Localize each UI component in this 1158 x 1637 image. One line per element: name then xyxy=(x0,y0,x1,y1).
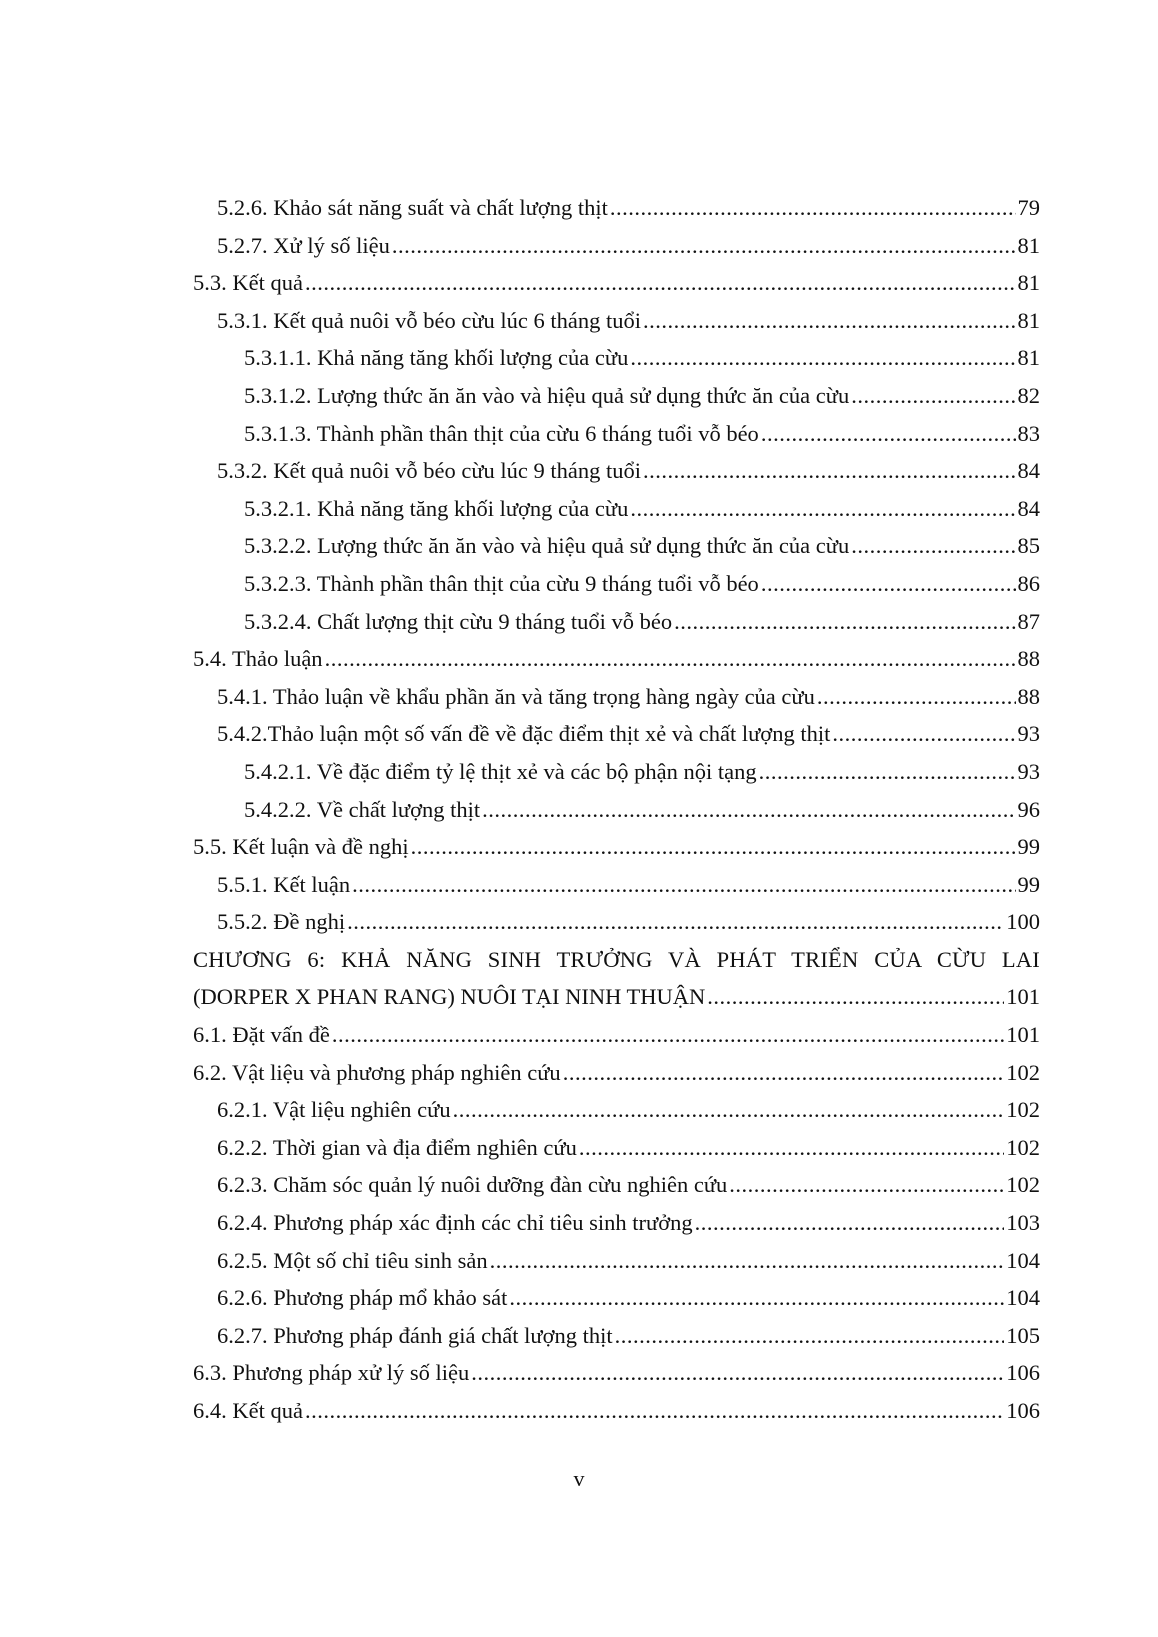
toc-entry-title: 5.3.2.2. Lượng thức ăn ăn vào và hiệu quả sử dụng thức ăn của cừu xyxy=(244,533,850,559)
toc-entry-title: 6.2. Vật liệu và phương pháp nghiên cứu xyxy=(193,1059,561,1085)
toc-entry[interactable] xyxy=(193,415,1040,453)
toc-entry[interactable] xyxy=(193,715,1040,753)
toc-entry-page: 102 xyxy=(1006,1097,1040,1123)
toc-entry-title: 6.2.6. Phương pháp mổ khảo sát xyxy=(217,1285,508,1311)
toc-entry-page: 104 xyxy=(1006,1247,1040,1273)
toc-leader-dots xyxy=(695,1204,1005,1242)
toc-entry[interactable] xyxy=(193,1129,1040,1167)
toc-entry[interactable] xyxy=(193,490,1040,528)
toc-entry-page: 104 xyxy=(1006,1285,1040,1311)
toc-leader-dots xyxy=(305,1392,1004,1430)
toc-entry-title: 5.5.1. Kết luận xyxy=(217,871,351,897)
toc-entry-title: 6.2.5. Một số chỉ tiêu sinh sản xyxy=(217,1247,488,1273)
toc-entry-page: 93 xyxy=(1017,721,1040,747)
toc-entry-page: 96 xyxy=(1017,796,1040,822)
toc-entry[interactable] xyxy=(193,603,1040,641)
chapter-6-heading-line2[interactable] xyxy=(193,978,1040,1016)
toc-entry-title: 5.3.2.4. Chất lượng thịt cừu 9 tháng tuổi vỗ béo xyxy=(244,608,673,634)
toc-leader-dots xyxy=(509,1279,1004,1317)
toc-entry-page: 105 xyxy=(1006,1322,1040,1348)
toc-entry[interactable] xyxy=(193,1242,1040,1280)
toc-entry[interactable] xyxy=(193,828,1040,866)
toc-entry[interactable] xyxy=(193,1054,1040,1092)
toc-entry-title: 6.1. Đặt vấn đề xyxy=(193,1022,330,1048)
toc-leader-dots xyxy=(352,866,1015,904)
toc-leader-dots xyxy=(707,978,1004,1016)
toc-leader-dots xyxy=(759,753,1016,791)
toc-leader-dots xyxy=(643,452,1016,490)
toc-entry-page: 102 xyxy=(1006,1172,1040,1198)
toc-leader-dots xyxy=(630,339,1015,377)
toc-entry-page: 101 xyxy=(1006,1022,1040,1048)
toc-leader-dots xyxy=(851,527,1015,565)
toc-entry-page: 81 xyxy=(1017,307,1040,333)
toc-entry-title: 6.2.7. Phương pháp đánh giá chất lượng thịt xyxy=(217,1322,613,1348)
toc-leader-dots xyxy=(630,490,1015,528)
toc-entry[interactable] xyxy=(193,377,1040,415)
toc-entry[interactable] xyxy=(193,452,1040,490)
table-of-contents xyxy=(193,189,1040,1430)
toc-entry-page: 101 xyxy=(1006,984,1040,1010)
toc-entry-title: 5.5. Kết luận và đề nghị xyxy=(193,834,409,860)
toc-entry-title: 6.2.3. Chăm sóc quản lý nuôi dưỡng đàn cừu nghiên cứu xyxy=(217,1172,728,1198)
toc-leader-dots xyxy=(674,603,1015,641)
toc-entry[interactable] xyxy=(193,753,1040,791)
toc-entry-page: 103 xyxy=(1006,1210,1040,1236)
toc-entry-title: 5.3.2. Kết quả nuôi vỗ béo cừu lúc 9 tháng tuổi xyxy=(217,458,641,484)
toc-leader-dots xyxy=(411,828,1016,866)
toc-entry-page: 79 xyxy=(1017,195,1040,220)
toc-leader-dots xyxy=(325,640,1016,678)
toc-entry[interactable] xyxy=(193,640,1040,678)
toc-entry[interactable] xyxy=(193,1279,1040,1317)
toc-entry[interactable] xyxy=(193,1091,1040,1129)
toc-entry-page: 85 xyxy=(1017,533,1040,559)
toc-entry-title: 5.3.1.1. Khả năng tăng khối lượng của cừu xyxy=(244,345,629,371)
toc-leader-dots xyxy=(453,1091,1005,1129)
toc-entry-page: 106 xyxy=(1006,1398,1040,1423)
toc-entry-page: 99 xyxy=(1017,871,1040,897)
toc-section-chapter5 xyxy=(193,189,1040,941)
toc-leader-dots xyxy=(471,1354,1004,1392)
toc-entry-page: 81 xyxy=(1017,270,1040,296)
toc-entry-title: 5.4.2.Thảo luận một số vấn đề về đặc điểm thịt xẻ và chất lượng thịt xyxy=(217,721,831,747)
toc-leader-dots xyxy=(729,1166,1004,1204)
toc-entry-page: 87 xyxy=(1017,608,1040,634)
toc-entry-title: 6.2.2. Thời gian và địa điểm nghiên cứu xyxy=(217,1134,577,1160)
toc-leader-dots xyxy=(851,377,1015,415)
toc-leader-dots xyxy=(305,264,1016,302)
toc-entry-page: 83 xyxy=(1017,420,1040,446)
toc-entry-page: 84 xyxy=(1017,458,1040,484)
toc-entry-page: 102 xyxy=(1006,1134,1040,1160)
toc-entry[interactable] xyxy=(193,565,1040,603)
toc-entry-title: 5.4. Thảo luận xyxy=(193,646,323,672)
toc-leader-dots xyxy=(832,715,1015,753)
toc-entry-title: 6.2.1. Vật liệu nghiên cứu xyxy=(217,1097,451,1123)
toc-leader-dots xyxy=(643,302,1016,340)
toc-entry[interactable] xyxy=(193,791,1040,829)
toc-entry[interactable] xyxy=(193,339,1040,377)
toc-entry-page: 99 xyxy=(1017,834,1040,860)
toc-entry-title: 5.4.1. Thảo luận về khẩu phần ăn và tăng trọng hàng ngày của cừu xyxy=(217,683,815,709)
toc-entry[interactable] xyxy=(193,1166,1040,1204)
toc-leader-dots xyxy=(761,565,1016,603)
toc-entry[interactable] xyxy=(193,1354,1040,1392)
toc-leader-dots xyxy=(579,1129,1004,1167)
toc-leader-dots xyxy=(332,1016,1004,1054)
toc-entry-page: 81 xyxy=(1017,345,1040,371)
toc-leader-dots xyxy=(563,1054,1005,1092)
toc-entry-page: 88 xyxy=(1017,646,1040,672)
toc-entry-title: 5.2.7. Xử lý số liệu xyxy=(217,232,390,258)
toc-entry-title: 5.3.2.3. Thành phần thân thịt của cừu 9 tháng tuổi vỗ béo xyxy=(244,570,759,596)
toc-entry-title: 5.5.2. Đề nghị xyxy=(217,909,346,935)
toc-entry-title: (DORPER X PHAN RANG) NUÔI TẠI NINH THUẬN xyxy=(193,984,706,1010)
toc-entry-page: 93 xyxy=(1017,758,1040,784)
toc-entry[interactable] xyxy=(193,189,1040,227)
toc-entry[interactable] xyxy=(193,1016,1040,1054)
toc-leader-dots xyxy=(482,791,1015,829)
toc-entry[interactable] xyxy=(193,903,1040,941)
toc-entry-title: 5.3.1.3. Thành phần thân thịt của cừu 6 tháng tuổi vỗ béo xyxy=(244,420,759,446)
toc-entry-title: 6.3. Phương pháp xử lý số liệu xyxy=(193,1360,470,1386)
toc-entry-title: 6.2.4. Phương pháp xác định các chỉ tiêu sinh trưởng xyxy=(217,1210,693,1236)
toc-entry-page: 84 xyxy=(1017,495,1040,521)
toc-leader-dots xyxy=(392,227,1016,265)
toc-entry-title: 5.4.2.2. Về chất lượng thịt xyxy=(244,796,481,822)
toc-entry-page: 88 xyxy=(1017,683,1040,709)
toc-leader-dots xyxy=(347,903,1004,941)
toc-entry-title: 5.2.6. Khảo sát năng suất và chất lượng thịt xyxy=(217,195,608,220)
toc-leader-dots xyxy=(490,1242,1005,1280)
toc-entry-title: 6.4. Kết quả xyxy=(193,1398,303,1423)
toc-entry-page: 102 xyxy=(1006,1059,1040,1085)
toc-entry[interactable] xyxy=(193,1392,1040,1430)
toc-entry[interactable] xyxy=(193,678,1040,716)
toc-entry[interactable] xyxy=(193,1317,1040,1355)
toc-entry-title: 5.4.2.1. Về đặc điểm tỷ lệ thịt xẻ và các bộ phận nội tạng xyxy=(244,758,757,784)
toc-leader-dots xyxy=(615,1317,1005,1355)
toc-leader-dots xyxy=(610,189,1016,227)
toc-entry-page: 100 xyxy=(1006,909,1040,935)
toc-entry-title: 5.3. Kết quả xyxy=(193,270,303,296)
toc-entry-page: 82 xyxy=(1017,382,1040,408)
toc-entry[interactable] xyxy=(193,527,1040,565)
toc-entry-page: 86 xyxy=(1017,570,1040,596)
toc-entry-title: 5.3.1.2. Lượng thức ăn ăn vào và hiệu quả sử dụng thức ăn của cừu xyxy=(244,382,850,408)
toc-entry[interactable] xyxy=(193,1204,1040,1242)
toc-leader-dots xyxy=(817,678,1016,716)
toc-entry-title: 5.3.2.1. Khả năng tăng khối lượng của cừu xyxy=(244,495,629,521)
page-number: v xyxy=(573,1466,585,1491)
toc-section-chapter6 xyxy=(193,1016,1040,1430)
toc-leader-dots xyxy=(761,415,1016,453)
toc-entry[interactable] xyxy=(193,227,1040,265)
toc-entry-page: 106 xyxy=(1006,1360,1040,1386)
toc-entry[interactable] xyxy=(193,264,1040,302)
toc-entry[interactable] xyxy=(193,302,1040,340)
toc-entry-title: 5.3.1. Kết quả nuôi vỗ béo cừu lúc 6 tháng tuổi xyxy=(217,307,641,333)
toc-entry[interactable] xyxy=(193,866,1040,904)
toc-entry-page: 81 xyxy=(1017,232,1040,258)
chapter-6-heading-line1[interactable]: CHƯƠNG 6: KHẢ NĂNG SINH TRƯỞNG VÀ PHÁT TRIỂN CỦA CỪU LAI xyxy=(193,946,1040,972)
